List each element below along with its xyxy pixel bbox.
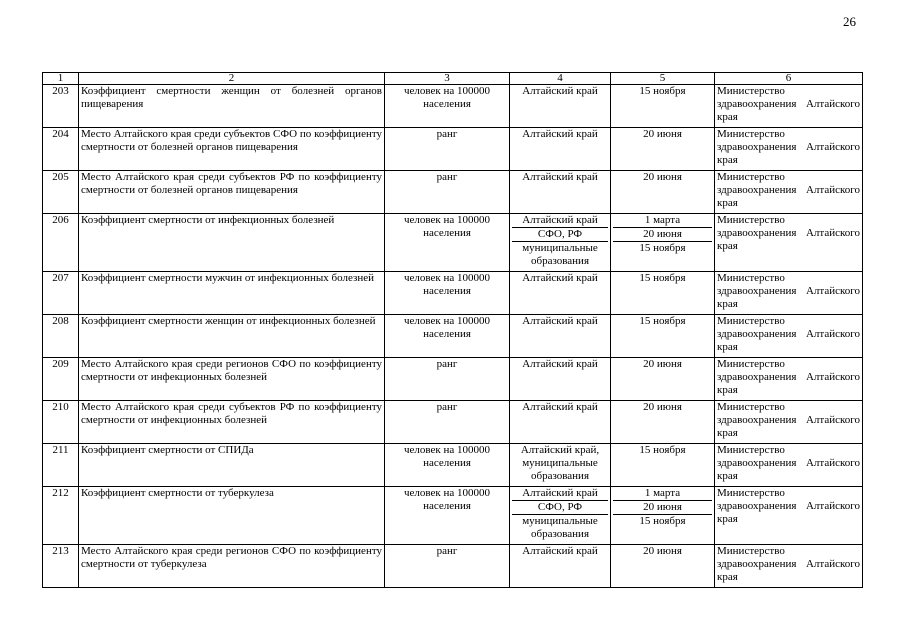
date-cell <box>611 214 715 272</box>
deadline-date: 20 июня <box>643 358 682 370</box>
deadline-date: 20 июня <box>643 171 682 183</box>
column-header: 4 <box>510 73 611 85</box>
unit-of-measure: человек на 100000 населения <box>385 272 510 315</box>
table-row <box>43 487 863 545</box>
date-cell <box>611 358 715 401</box>
deadline-date: 20 июня <box>613 500 712 514</box>
responsible-body: Министерство здравоохранения Алтайского края <box>715 545 863 588</box>
date-cell <box>611 272 715 315</box>
unit-of-measure: ранг <box>385 358 510 401</box>
responsible-body: Министерство здравоохранения Алтайского края <box>715 272 863 315</box>
indicators-table <box>42 72 863 588</box>
date-cell <box>611 401 715 444</box>
row-number: 213 <box>43 545 79 588</box>
indicator-name: Коэффициент смертности от туберкулеза <box>79 487 385 545</box>
territory-item: муниципальные образования <box>512 514 608 541</box>
unit-of-measure: человек на 100000 населения <box>385 487 510 545</box>
row-number: 209 <box>43 358 79 401</box>
row-number: 208 <box>43 315 79 358</box>
column-header: 2 <box>79 73 385 85</box>
indicator-name: Коэффициент смертности женщин от инфекционных болезней <box>79 315 385 358</box>
row-number: 203 <box>43 85 79 128</box>
territory-item: Алтайский край <box>522 545 598 557</box>
territory-cell <box>510 171 611 214</box>
territory-item: Алтайский край <box>522 214 598 226</box>
territory-item: муниципальные образования <box>512 241 608 268</box>
territory-cell <box>510 214 611 272</box>
table-row <box>43 85 863 128</box>
territory-item: Алтайский край <box>522 315 598 327</box>
date-cell <box>611 171 715 214</box>
indicator-name: Коэффициент смертности от инфекционных болезней <box>79 214 385 272</box>
table-row <box>43 315 863 358</box>
deadline-date: 15 ноября <box>639 85 686 97</box>
date-cell <box>611 315 715 358</box>
date-cell <box>611 487 715 545</box>
responsible-body: Министерство здравоохранения Алтайского края <box>715 85 863 128</box>
table-row <box>43 444 863 487</box>
table-row <box>43 171 863 214</box>
unit-of-measure: человек на 100000 населения <box>385 315 510 358</box>
indicator-name: Место Алтайского края среди субъектов РФ по коэффициенту смертности от инфекционных болезней <box>79 401 385 444</box>
deadline-date: 20 июня <box>643 128 682 140</box>
row-number: 206 <box>43 214 79 272</box>
responsible-body: Министерство здравоохранения Алтайского края <box>715 358 863 401</box>
date-cell <box>611 444 715 487</box>
indicator-name: Место Алтайского края среди субъектов РФ по коэффициенту смертности от болезней органов пищеварения <box>79 171 385 214</box>
row-number: 212 <box>43 487 79 545</box>
column-header: 3 <box>385 73 510 85</box>
deadline-date: 1 марта <box>644 214 681 226</box>
territory-item: СФО, РФ <box>512 500 608 514</box>
responsible-body: Министерство здравоохранения Алтайского края <box>715 487 863 545</box>
deadline-date: 15 ноября <box>639 444 686 456</box>
deadline-date: 20 июня <box>643 401 682 413</box>
responsible-body: Министерство здравоохранения Алтайского края <box>715 171 863 214</box>
territory-cell <box>510 315 611 358</box>
deadline-date: 15 ноября <box>613 514 712 528</box>
deadline-date: 20 июня <box>613 227 712 241</box>
territory-item: СФО, РФ <box>512 227 608 241</box>
unit-of-measure: человек на 100000 населения <box>385 85 510 128</box>
table-row <box>43 128 863 171</box>
responsible-body: Министерство здравоохранения Алтайского края <box>715 214 863 272</box>
responsible-body: Министерство здравоохранения Алтайского края <box>715 401 863 444</box>
table-row <box>43 358 863 401</box>
territory-cell <box>510 401 611 444</box>
date-cell <box>611 545 715 588</box>
territory-cell <box>510 128 611 171</box>
indicator-name: Коэффициент смертности женщин от болезней органов пищеварения <box>79 85 385 128</box>
date-cell <box>611 85 715 128</box>
responsible-body: Министерство здравоохранения Алтайского края <box>715 315 863 358</box>
indicator-name: Место Алтайского края среди регионов СФО по коэффициенту смертности от туберкулеза <box>79 545 385 588</box>
territory-item: Алтайский край <box>522 358 598 370</box>
territory-item: Алтайский край <box>522 128 598 140</box>
territory-item: Алтайский край, муниципальные образования <box>520 444 600 482</box>
unit-of-measure: человек на 100000 населения <box>385 444 510 487</box>
unit-of-measure: ранг <box>385 171 510 214</box>
date-cell <box>611 128 715 171</box>
row-number: 210 <box>43 401 79 444</box>
territory-cell <box>510 487 611 545</box>
responsible-body: Министерство здравоохранения Алтайского края <box>715 444 863 487</box>
territory-cell <box>510 85 611 128</box>
territory-item: Алтайский край <box>522 272 598 284</box>
indicator-name: Место Алтайского края среди регионов СФО по коэффициенту смертности от инфекционных болезней <box>79 358 385 401</box>
column-header: 1 <box>43 73 79 85</box>
unit-of-measure: ранг <box>385 401 510 444</box>
unit-of-measure: ранг <box>385 545 510 588</box>
table-row <box>43 214 863 272</box>
territory-item: Алтайский край <box>522 171 598 183</box>
indicator-name: Коэффициент смертности от СПИДа <box>79 444 385 487</box>
territory-cell <box>510 444 611 487</box>
deadline-date: 15 ноября <box>613 241 712 255</box>
deadline-date: 20 июня <box>643 545 682 557</box>
row-number: 204 <box>43 128 79 171</box>
territory-item: Алтайский край <box>522 401 598 413</box>
table-row <box>43 401 863 444</box>
row-number: 205 <box>43 171 79 214</box>
deadline-date: 15 ноября <box>639 315 686 327</box>
responsible-body: Министерство здравоохранения Алтайского края <box>715 128 863 171</box>
column-header: 6 <box>715 73 863 85</box>
column-header: 5 <box>611 73 715 85</box>
unit-of-measure: ранг <box>385 128 510 171</box>
table-header-row <box>43 73 863 85</box>
indicator-name: Коэффициент смертности мужчин от инфекционных болезней <box>79 272 385 315</box>
table-row <box>43 545 863 588</box>
table-row <box>43 272 863 315</box>
page-number: 26 <box>843 14 856 29</box>
territory-item: Алтайский край <box>522 85 598 97</box>
deadline-date: 15 ноября <box>639 272 686 284</box>
deadline-date: 1 марта <box>644 487 681 499</box>
territory-item: Алтайский край <box>522 487 598 499</box>
row-number: 211 <box>43 444 79 487</box>
unit-of-measure: человек на 100000 населения <box>385 214 510 272</box>
territory-cell <box>510 545 611 588</box>
row-number: 207 <box>43 272 79 315</box>
territory-cell <box>510 272 611 315</box>
territory-cell <box>510 358 611 401</box>
indicator-name: Место Алтайского края среди субъектов СФО по коэффициенту смертности от болезней органов пищеварения <box>79 128 385 171</box>
